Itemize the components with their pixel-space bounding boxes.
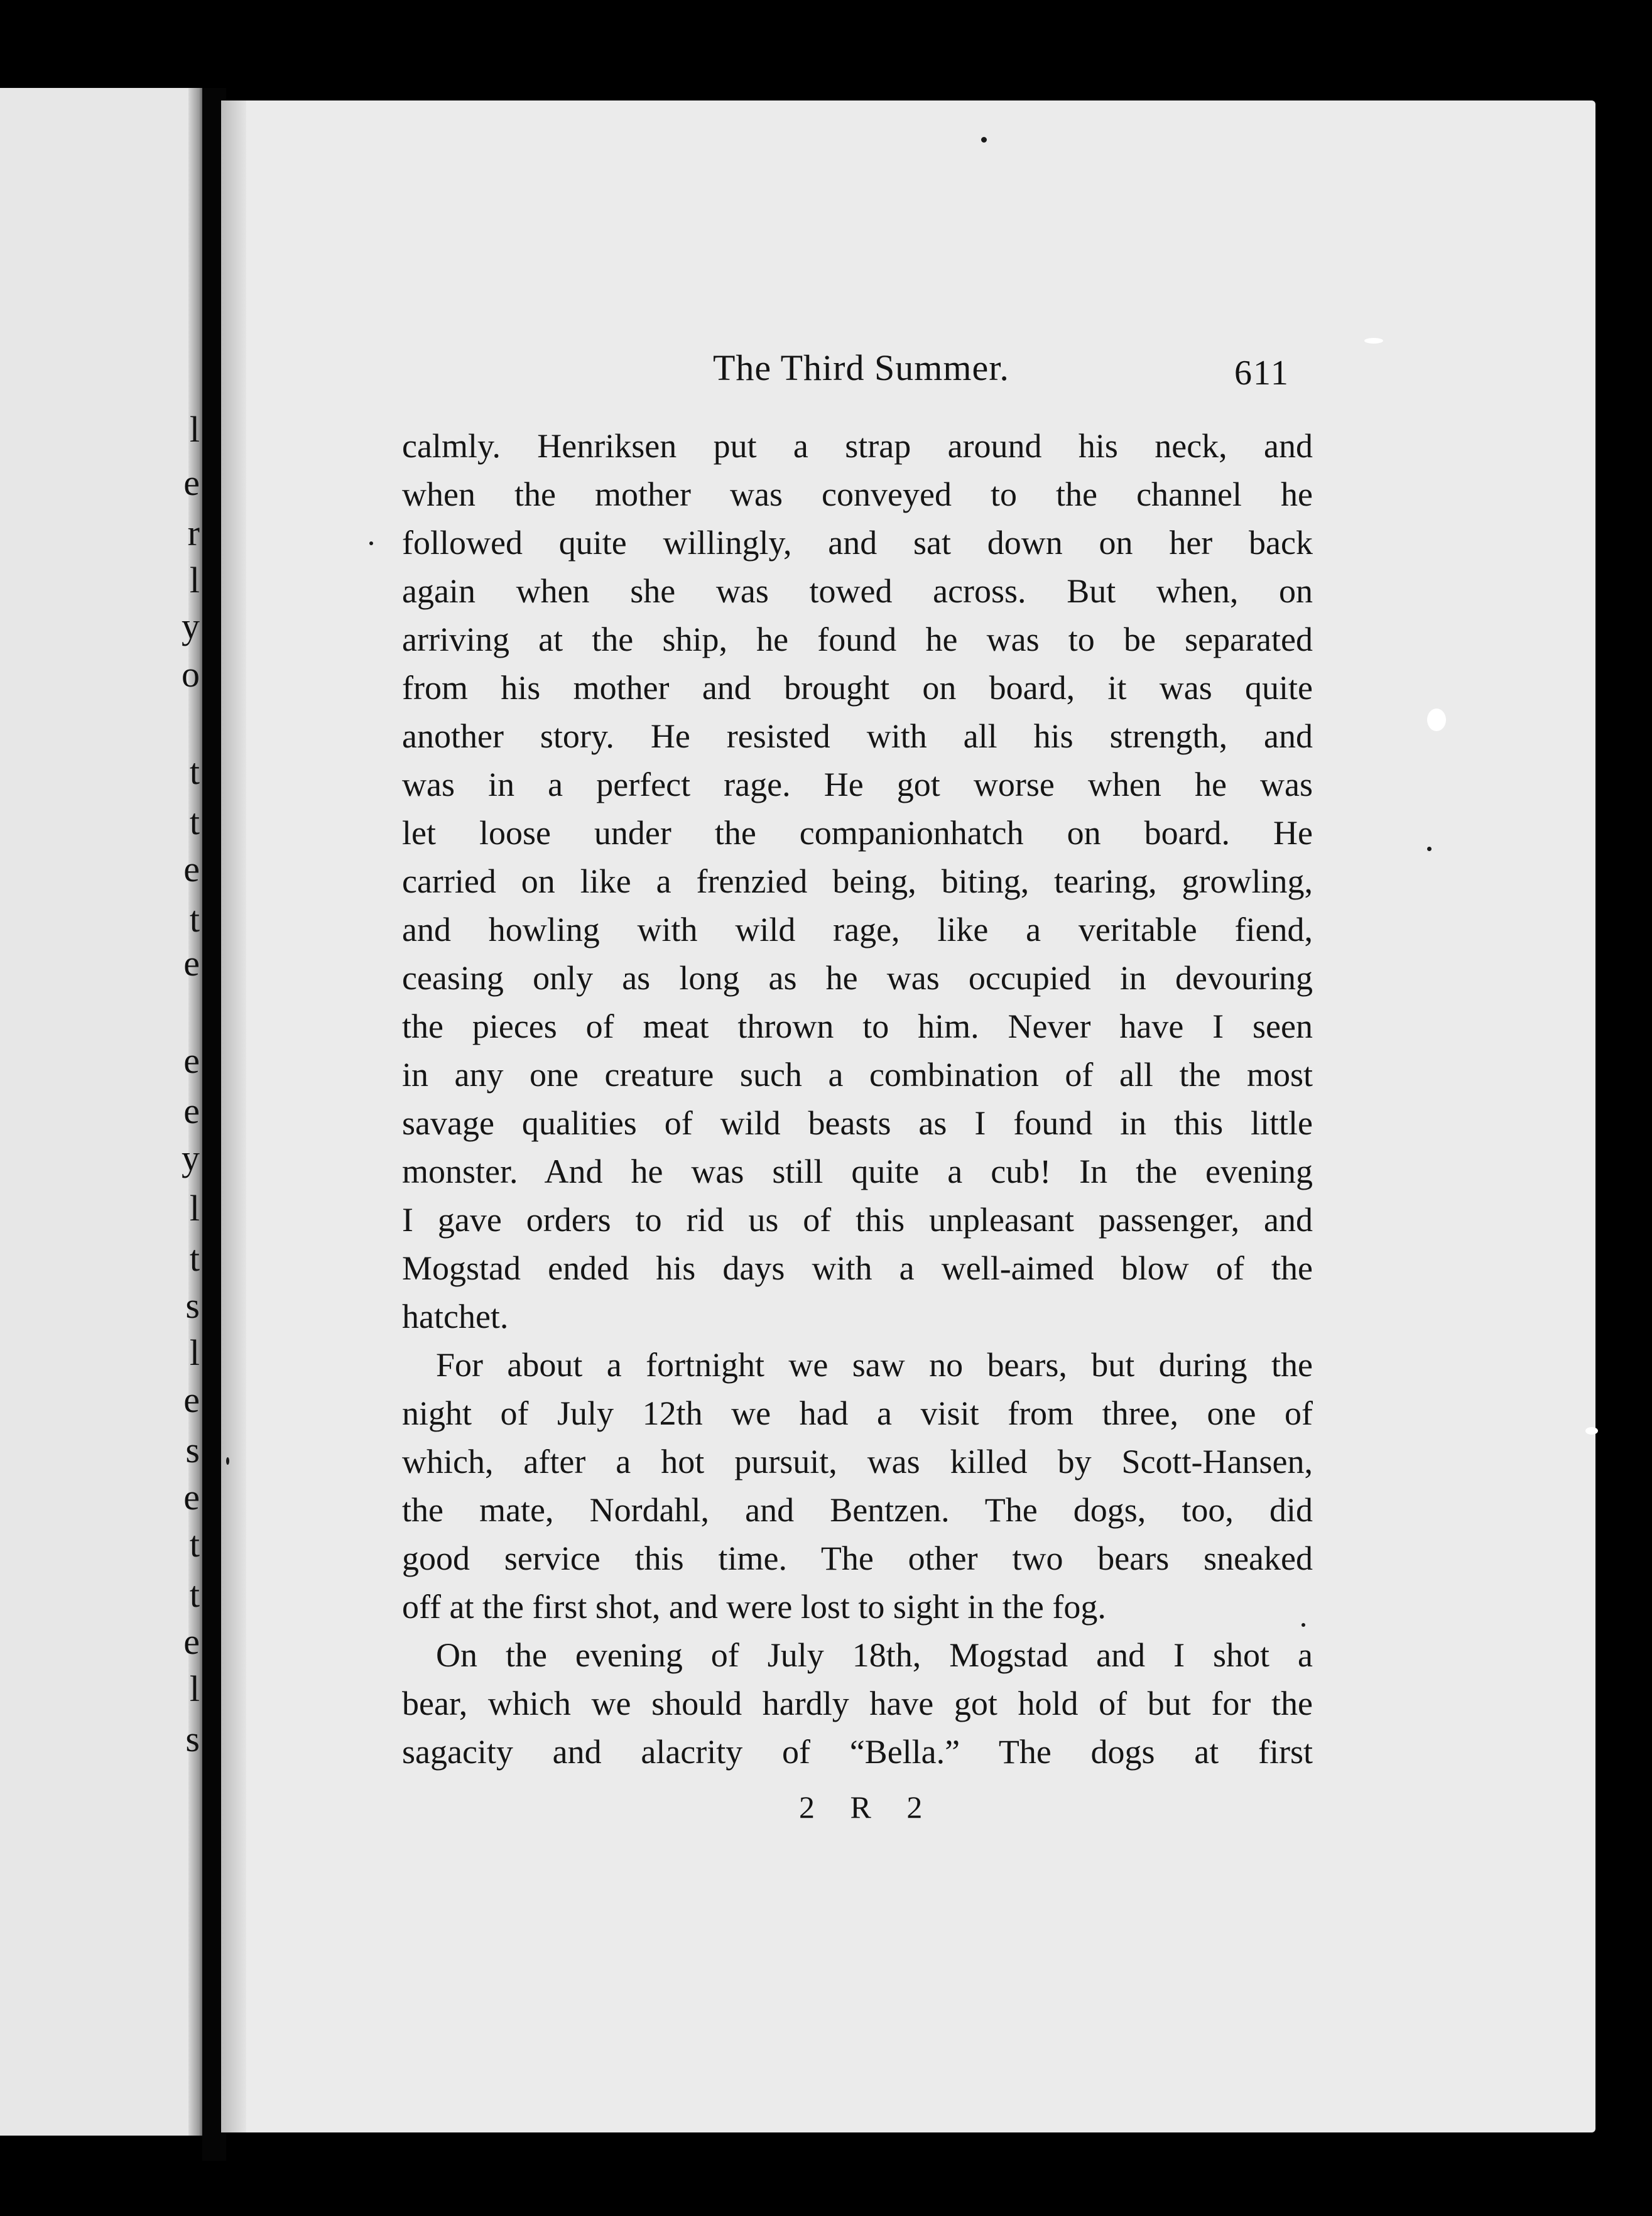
text-line: night of July 12th we had a visit from three, one of (402, 1394, 1313, 1432)
text-line: calmly. Henriksen put a strap around his neck, and (402, 427, 1313, 465)
text-line: carried on like a frenzied being, biting, tearing, growling, (402, 862, 1313, 900)
left-margin-letter: s (185, 1285, 200, 1326)
left-margin-letter: t (189, 1238, 200, 1279)
text-line: bear, which we should hardly have got hold of but for the (402, 1685, 1313, 1722)
text-line: savage qualities of wild beasts as I found in this little (402, 1104, 1313, 1142)
left-margin-letter: r (187, 513, 200, 553)
left-margin-letter: y (182, 1138, 200, 1178)
right-page-inner-edge (221, 100, 246, 2132)
dust-speck (1427, 847, 1432, 851)
signature-mark: 2 R 2 (799, 1790, 937, 1825)
left-margin-letter: e (183, 1477, 200, 1518)
text-line: when the mother was conveyed to the channel he (402, 475, 1313, 513)
text-line: let loose under the companionhatch on board. He (402, 814, 1313, 852)
text-line: and howling with wild rage, like a veritable fiend, (402, 911, 1313, 948)
text-line: arriving at the ship, he found he was to be separated (402, 621, 1313, 658)
left-margin-letter: e (183, 1621, 200, 1662)
dust-speck (369, 541, 373, 545)
text-line: in any one creature such a combination of all the most (402, 1056, 1313, 1094)
text-line: hatchet. (402, 1298, 509, 1335)
text-line: ceasing only as long as he was occupied in devouring (402, 959, 1313, 997)
body-text (402, 422, 1313, 1776)
text-line: from his mother and brought on board, it was quite (402, 669, 1313, 707)
left-margin-letter: l (189, 560, 200, 600)
running-head: The Third Summer. (713, 347, 1009, 388)
left-margin-letter: t (189, 751, 200, 792)
text-line: the mate, Nordahl, and Bentzen. The dogs, too, did (402, 1491, 1313, 1529)
left-margin-letter: t (189, 1574, 200, 1615)
left-margin-letter: s (185, 1719, 200, 1759)
dust-speck (1301, 1623, 1305, 1627)
text-line: I gave orders to rid us of this unpleasant passenger, and (402, 1201, 1313, 1239)
left-margin-letter: o (182, 654, 200, 695)
dust-speck (1427, 709, 1446, 731)
dust-speck (1585, 1427, 1598, 1435)
left-margin-letter: e (183, 943, 200, 984)
paragraph (402, 1631, 1313, 1776)
left-margin-letter: l (189, 409, 200, 450)
left-margin-letter: t (189, 801, 200, 842)
page-number: 611 (1234, 354, 1290, 393)
left-margin-letter: t (189, 899, 200, 940)
text-line: On the evening of July 18th, Mogstad and I shot a (436, 1636, 1313, 1674)
paragraph (402, 1341, 1313, 1631)
left-margin-letter: e (183, 849, 200, 889)
left-margin-letter: y (182, 606, 200, 646)
left-margin-letter: e (183, 1090, 200, 1131)
text-line: another story. He resisted with all his strength, and (402, 717, 1313, 755)
text-line: For about a fortnight we saw no bears, but during the (436, 1346, 1313, 1384)
text-line: which, after a hot pursuit, was killed by Scott-Hansen, (402, 1443, 1313, 1480)
left-margin-letter: l (189, 1188, 200, 1229)
paragraph (402, 422, 1313, 1341)
text-line: the pieces of meat thrown to him. Never have I seen (402, 1008, 1313, 1045)
text-line: sagacity and alacrity of “Bella.” The dogs at first (402, 1733, 1313, 1771)
text-line: was in a perfect rage. He got worse when he was (402, 766, 1313, 803)
left-margin-letter: t (189, 1524, 200, 1565)
text-line: again when she was towed across. But when, on (402, 572, 1313, 610)
left-margin-letter: l (189, 1332, 200, 1373)
dust-speck (981, 137, 987, 143)
left-margin-letter: s (185, 1430, 200, 1470)
text-line: monster. And he was still quite a cub! In the evening (402, 1153, 1313, 1190)
left-margin-letter: e (183, 1040, 200, 1081)
text-line: Mogstad ended his days with a well-aimed blow of the (402, 1249, 1313, 1287)
dust-speck (1364, 338, 1383, 344)
text-line: off at the first shot, and were lost to sight in the fog. (402, 1588, 1106, 1626)
left-margin-letter: l (189, 1668, 200, 1709)
text-line: good service this time. The other two bears sneaked (402, 1540, 1313, 1577)
left-margin-letter: e (183, 462, 200, 503)
left-margin-letter: e (183, 1379, 200, 1420)
text-line: followed quite willingly, and sat down on her back (402, 524, 1313, 562)
dust-speck (226, 1457, 229, 1465)
